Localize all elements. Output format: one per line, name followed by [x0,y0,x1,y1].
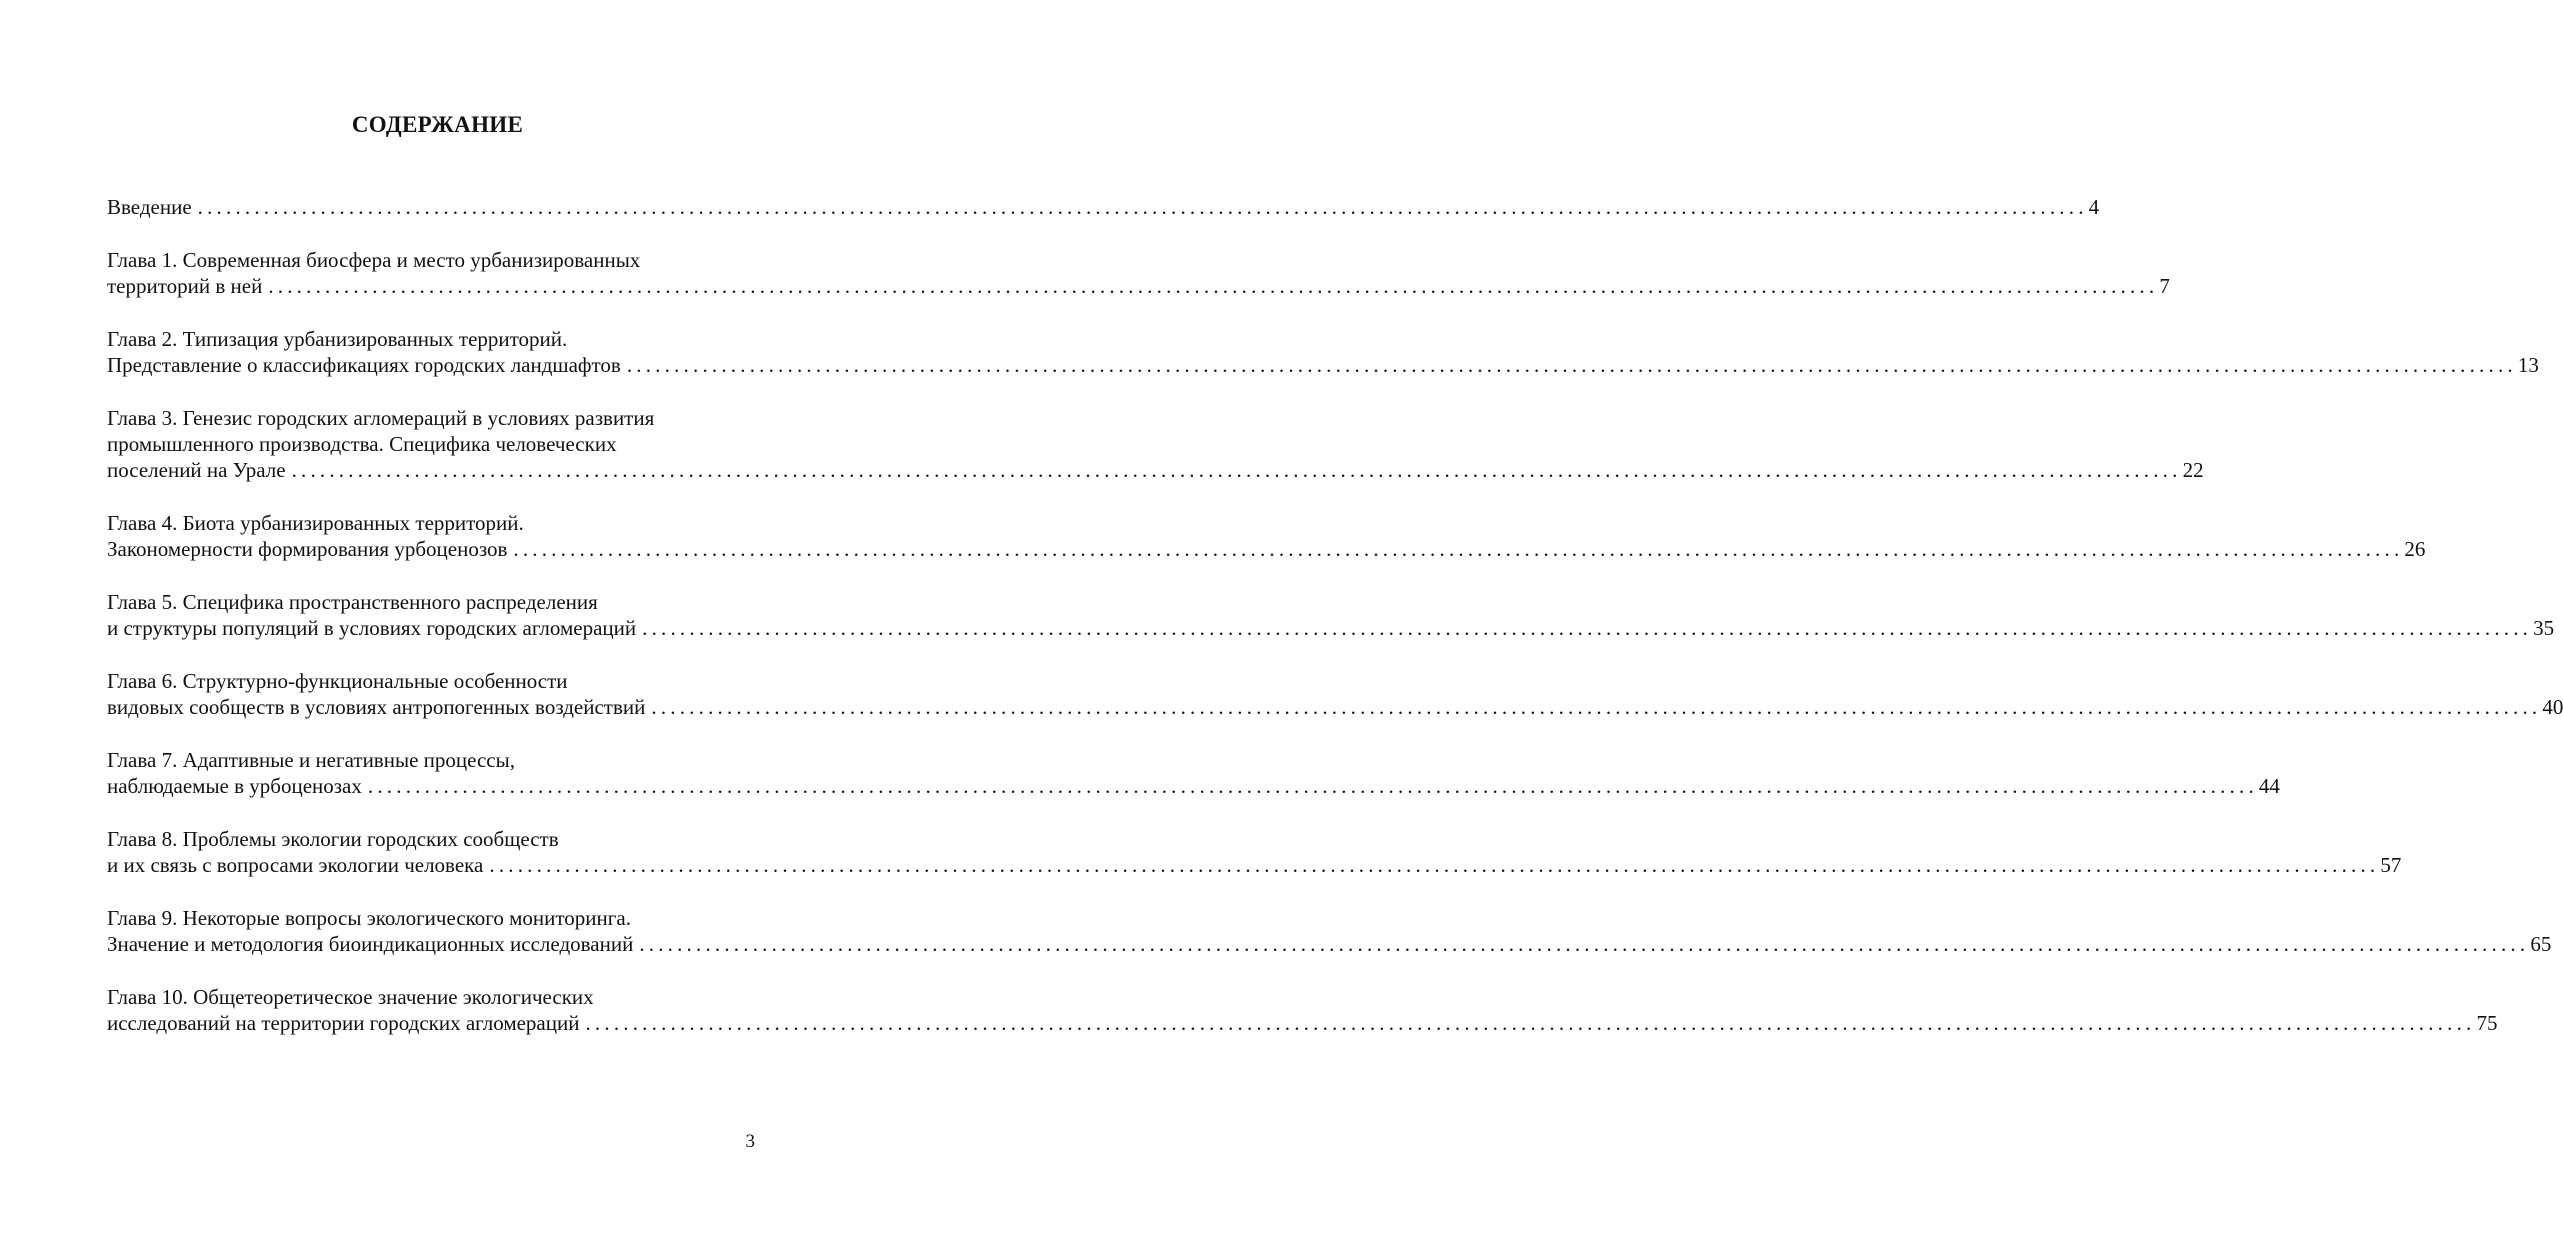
toc-entry-page-number: 7 [2159,274,2170,298]
toc-entry-page-number: 22 [2182,458,2204,482]
toc-entry-title-line: Глава 8. Проблемы экологии городских сообществ [107,827,559,851]
toc-entry[interactable] [107,984,2498,1036]
toc-entry-page-number: 57 [2380,853,2402,877]
toc-entry[interactable] [107,326,2539,378]
toc-entry[interactable] [107,747,2280,799]
toc-entry-page-number: 65 [2530,932,2552,956]
toc-entry[interactable] [107,510,2426,562]
toc-entry[interactable] [107,589,2555,641]
toc-entry-last-line [107,457,2204,483]
toc-entry-title-line: Глава 10. Общетеоретическое значение экологических [107,985,594,1009]
toc-entry-last-line [107,773,2280,799]
dot-leader: ........................................................................................................................................................................................................ [268,274,2159,298]
toc-entry-title-line: территорий в ней [107,274,263,298]
page-title: СОДЕРЖАНИЕ [351,112,524,137]
toc-entry-title-line: Глава 7. Адаптивные и негативные процессы, [107,748,515,772]
dot-leader: ........................................................................................................................................................................................................ [642,616,2533,640]
dot-leader: ........................................................................................................................................................................................................ [585,1011,2476,1035]
toc-entry-page-number: 44 [2258,774,2280,798]
toc-entry[interactable] [107,905,2552,957]
toc-entry-last-line [107,1010,2498,1036]
toc-entry-title-line: исследований на территории городских агломераций [107,1011,580,1035]
toc-entry-page-number: 35 [2533,616,2555,640]
toc-entry[interactable] [107,668,2563,720]
toc-entry-last-line [107,931,2552,957]
toc-entry-title-line: и их связь с вопросами экологии человека [107,853,484,877]
dot-leader: ........................................................................................................................................................................................................ [639,932,2530,956]
toc-entry-last-line [107,536,2426,562]
toc-entry-title-line: Глава 3. Генезис городских агломераций в условиях развития [107,406,655,430]
toc-entry[interactable] [107,194,2100,220]
toc-entry[interactable] [107,405,2204,483]
toc-entry-last-line [107,194,2100,220]
toc-entry[interactable] [107,247,2170,299]
dot-leader: ........................................................................................................................................................................................................ [489,853,2380,877]
toc-entry-title-line: Глава 5. Специфика пространственного распределения [107,590,598,614]
dot-leader: ........................................................................................................................................................................................................ [513,537,2404,561]
toc-entry-page-number: 40 [2542,695,2563,719]
toc-entry-title-line: поселений на Урале [107,458,286,482]
toc-entry-title-line: Глава 6. Структурно-функциональные особенности [107,669,568,693]
toc-entry-last-line [107,852,2402,878]
dot-leader: ........................................................................................................................................................................................................ [197,195,2088,219]
dot-leader: ........................................................................................................................................................................................................ [626,353,2517,377]
toc-entry-title-line: Введение [107,195,192,219]
toc-entry-title-line: и структуры популяций в условиях городских агломераций [107,616,637,640]
toc-entry-last-line [107,694,2563,720]
toc-entry-last-line [107,615,2555,641]
dot-leader: ........................................................................................................................................................................................................ [651,695,2542,719]
dot-leader: ........................................................................................................................................................................................................ [291,458,2182,482]
toc-entry-title-line: промышленного производства. Специфика человеческих [107,432,617,456]
toc-entry-title-line: Глава 1. Современная биосфера и место урбанизированных [107,248,641,272]
toc-entry[interactable] [107,826,2402,878]
toc-entry-title-line: Значение и методология биоиндикационных исследований [107,932,634,956]
toc-entry-title-line: Глава 2. Типизация урбанизированных территорий. [107,327,568,351]
toc-entry-title-line: Представление о классификациях городских ландшафтов [107,353,621,377]
toc-entry-title-line: видовых сообществ в условиях антропогенных воздействий [107,695,646,719]
dot-leader: ........................................................................................................................................................................................................ [367,774,2258,798]
toc-entry-title-line: наблюдаемые в урбоценозах [107,774,362,798]
toc-entry-page-number: 26 [2404,537,2426,561]
toc-entry-page-number: 75 [2476,1011,2498,1035]
toc-entry-last-line [107,352,2539,378]
toc-entry-title-line: Глава 9. Некоторые вопросы экологического мониторинга. [107,906,631,930]
toc-entry-title-line: Закономерности формирования урбоценозов [107,537,508,561]
toc-entry-page-number: 13 [2517,353,2539,377]
table-of-contents [107,194,2563,1063]
toc-entry-title-line: Глава 4. Биота урбанизированных территорий. [107,511,524,535]
page-number: 3 [745,1131,755,1152]
toc-entry-last-line [107,273,2170,299]
toc-entry-page-number: 4 [2088,195,2100,219]
